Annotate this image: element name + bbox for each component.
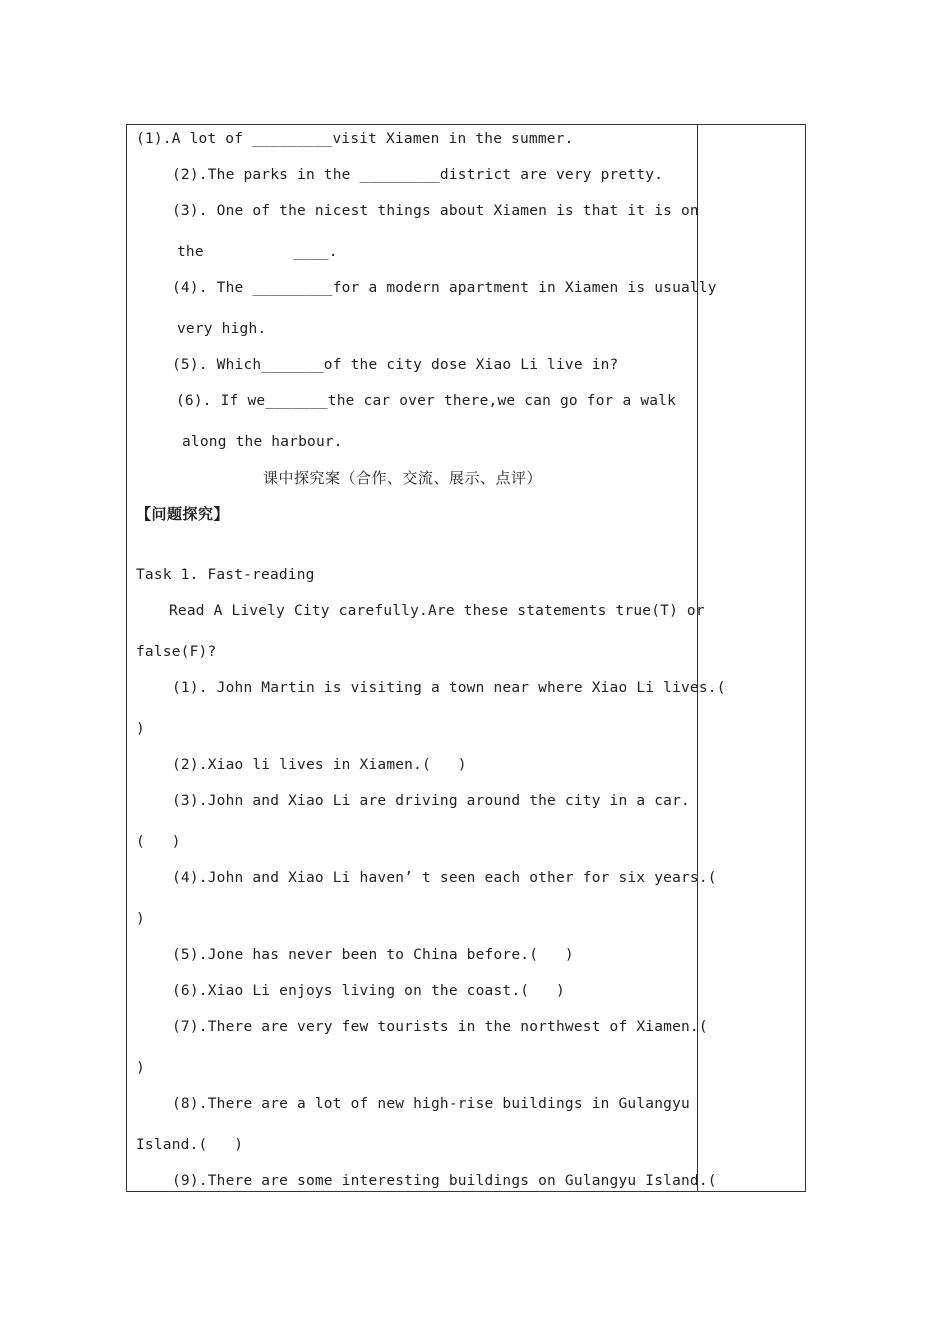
statement-4-cont: ) [136,911,145,927]
exercise-line-2: (2).The parks in the _________district are very pretty. [172,167,664,183]
exercise-line-1: (1).A lot of _________visit Xiamen in the summer. [136,131,574,147]
exercise-line-6-cont: along the harbour. [182,434,343,450]
statement-8-cont: Island.( ) [136,1137,244,1153]
section-heading: 课中探究案（合作、交流、展示、点评） [263,469,543,487]
exercise-line-6: (6). If we_______the car over there,we can go for a walk [176,393,677,409]
statement-6: (6).Xiao Li enjoys living on the coast.( ) [172,983,565,999]
problem-label: 【问题探究】 [136,505,230,523]
exercise-line-4-cont: very high. [177,321,267,337]
statement-7-cont: ) [136,1060,145,1076]
task-intro: Read A Lively City carefully.Are these statements true(T) or [169,603,705,619]
exercise-line-3-cont: the ____. [177,244,338,260]
statement-8: (8).There are a lot of new high-rise buildings in Gulangyu [172,1096,690,1112]
exercise-line-4: (4). The _________for a modern apartment in Xiamen is usually [172,280,717,296]
statement-3: (3).John and Xiao Li are driving around the city in a car. [172,793,690,809]
statement-4: (4).John and Xiao Li haven’ t seen each other for six years.( [172,870,717,886]
statement-1: (1). John Martin is visiting a town near where Xiao Li lives.( [172,680,726,696]
statement-5: (5).Jone has never been to China before.( ) [172,947,574,963]
task-title: Task 1. Fast-reading [136,567,315,583]
exercise-line-3: (3). One of the nicest things about Xiamen is that it is on [172,203,699,219]
statement-2: (2).Xiao li lives in Xiamen.( ) [172,757,467,773]
exercise-line-5: (5). Which_______of the city dose Xiao Li live in? [172,357,619,373]
statement-1-cont: ) [136,721,145,737]
task-intro-cont: false(F)? [136,644,217,660]
statement-9: (9).There are some interesting buildings on Gulangyu Island.( [172,1173,717,1189]
statement-3-cont: ( ) [136,834,181,850]
worksheet-table [126,124,806,1192]
statement-7: (7).There are very few tourists in the northwest of Xiamen.( [172,1019,708,1035]
